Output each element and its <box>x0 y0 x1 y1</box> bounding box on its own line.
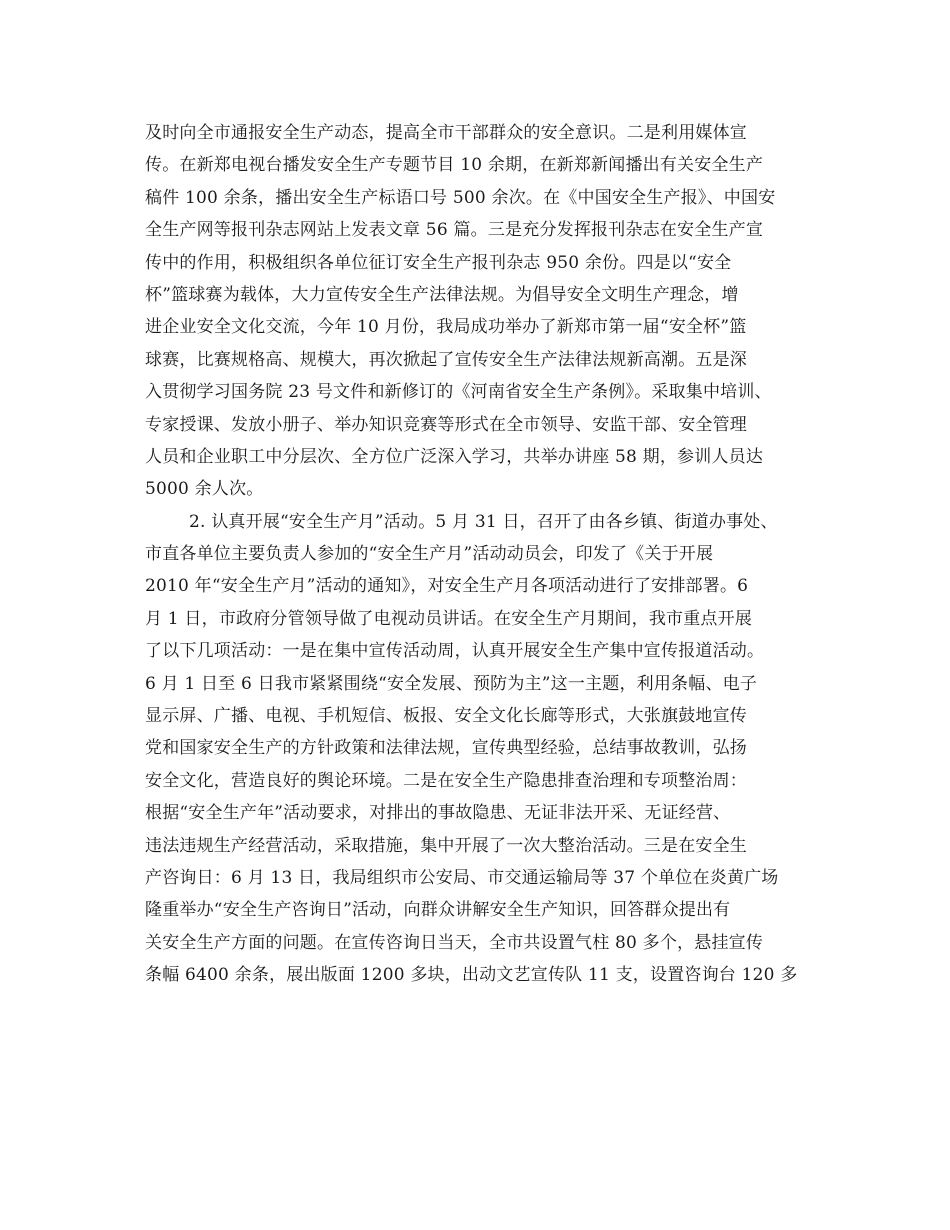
text-line: 入贯彻学习国务院 23 号文件和新修订的《河南省安全生产条例》。采取集中培训、 <box>145 382 772 403</box>
text-line: 进企业安全文化交流，今年 10 月份，我局成功举办了新郑市第一届“安全杯”篮 <box>145 317 747 338</box>
text-line: 及时向全市通报安全生产动态，提高全市干部群众的安全意识。二是利用媒体宣 <box>145 123 747 143</box>
text-line: 条幅 6400 余条，展出版面 1200 多块，出动文艺宣传队 11 支，设置咨询台 120 多 <box>145 965 798 986</box>
text-line: 安全文化，营造良好的舆论环境。二是在安全生产隐患排查治理和专项整治周： <box>145 770 747 791</box>
text-line: 根据“安全生产年”活动要求，对排出的事故隐患、无证非法开采、无证经营、 <box>145 803 731 824</box>
text-line: 稿件 100 余条，播出安全生产标语口号 500 余次。在《中国安全生产报》、中国安 <box>145 187 776 208</box>
text-line: 产咨询日：6 月 13 日，我局组织市公安局、市交通运输局等 37 个单位在炎黄广场 <box>145 867 779 888</box>
text-line: 人员和企业职工中分层次、全方位广泛深入学习，共举办讲座 58 期，参训人员达 <box>145 446 764 467</box>
text-line: 专家授课、发放小册子、举办知识竞赛等形式在全市领导、安监干部、安全管理 <box>145 414 747 435</box>
paragraph-2 <box>145 506 825 992</box>
text-line: 了以下几项活动：一是在集中宣传活动周，认真开展安全生产集中宣传报道活动。 <box>145 641 765 662</box>
text-line: 传。在新郑电视台播发安全生产专题节目 10 余期，在新郑新闻播出有关安全生产 <box>145 155 764 176</box>
text-line: 市直各单位主要负责人参加的“安全生产月”活动动员会，印发了《关于开展 <box>145 544 714 565</box>
text-line: 杯”篮球赛为载体，大力宣传安全生产法律法规。为倡导安全文明生产理念，增 <box>145 284 739 305</box>
text-line: 2010 年“安全生产月”活动的通知》，对安全生产月各项活动进行了安排部署。6 <box>145 576 749 597</box>
text-line: 2. 认真开展“安全生产月”活动。5 月 31 日，召开了由各乡镇、街道办事处、 <box>189 511 778 532</box>
text-line: 传中的作用，积极组织各单位征订安全生产报刊杂志 950 余份。四是以“安全 <box>145 252 732 273</box>
text-line: 球赛，比赛规格高、规模大，再次掀起了宣传安全生产法律法规新高潮。五是深 <box>145 349 747 370</box>
text-line: 月 1 日，市政府分管领导做了电视动员讲话。在安全生产月期间，我市重点开展 <box>145 608 753 629</box>
text-line: 违法违规生产经营活动，采取措施，集中开展了一次大整治活动。三是在安全生 <box>145 835 747 856</box>
body-text <box>145 117 825 992</box>
text-line: 关安全生产方面的问题。在宣传咨询日当天，全市共设置气柱 80 多个，悬挂宣传 <box>145 932 764 953</box>
paragraph-1 <box>145 117 825 506</box>
text-line: 6 月 1 日至 6 日我市紧紧围绕“安全发展、预防为主”这一主题，利用条幅、电子 <box>145 673 758 694</box>
text-line: 显示屏、广播、电视、手机短信、板报、安全文化长廊等形式，大张旗鼓地宣传 <box>145 706 747 727</box>
text-line: 隆重举办“安全生产咨询日”活动，向群众讲解安全生产知识，回答群众提出有 <box>145 900 731 921</box>
text-line: 5000 余人次。 <box>145 479 264 500</box>
text-line: 全生产网等报刊杂志网站上发表文章 56 篇。三是充分发挥报刊杂志在安全生产宣 <box>145 220 764 241</box>
text-line: 党和国家安全生产的方针政策和法律法规，宣传典型经验，总结事故教训，弘扬 <box>145 738 747 759</box>
